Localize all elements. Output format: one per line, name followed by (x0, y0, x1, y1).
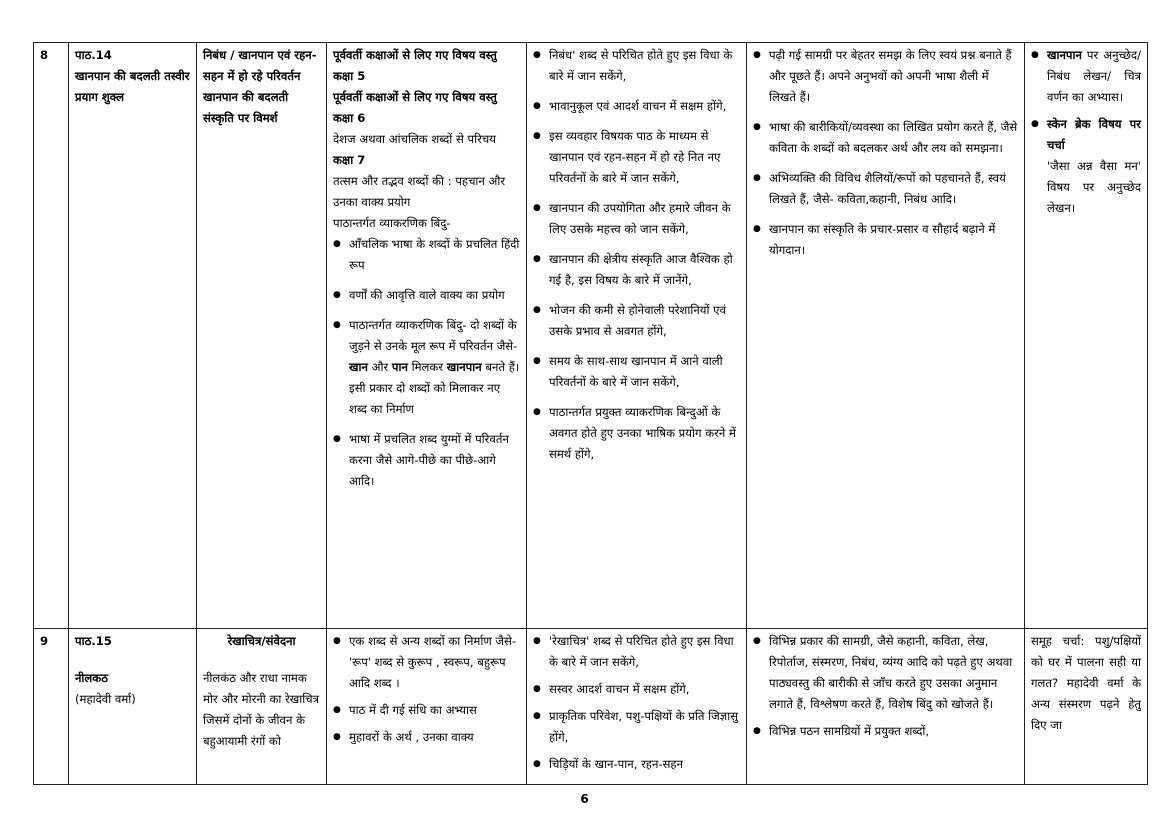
outcomes-cell (527, 629, 747, 785)
class-7-label: कक्षा 7 (333, 153, 366, 167)
outcomes-list (533, 45, 740, 465)
list-item: ● चिड़ियों के खान-पान, रहन-सहन (533, 754, 740, 775)
content-list (333, 631, 520, 748)
list-item: ● इस व्यवहार विषयक पाठ के माध्यम से खानपान एवं रहन-सहन में हो रहे नित नए परिवर्तनों के बारे में जान सकेंगे, (533, 126, 740, 189)
theme-text: नीलकंठ और राधा नामक मोर और मोरनी का रेखाचित्र जिसमें दोनों के जीवन के बहुआयामी रंगों को (203, 671, 320, 748)
grammar-list (333, 234, 520, 492)
lesson-title: नीलकठ (75, 671, 108, 685)
class-7-text: तत्सम और तद्भव शब्दों की : पहचान और उनका वाक्य प्रयोग (333, 174, 506, 209)
bold-word: खानपान (446, 360, 482, 374)
learning-cell (747, 629, 1025, 785)
lesson-title: खानपान की बदलती तस्वीर (75, 69, 190, 83)
genre-cell (197, 629, 327, 785)
row-number: 9 (34, 629, 69, 785)
theme-text: खानपान की बदलती संस्कृति पर विमर्श (203, 90, 289, 125)
list-item: ● भोजन की कमी से होनेवाली परेशानियों एवं उसके प्रभाव से अवगत होंगे, (533, 300, 740, 342)
list-item: ● पढ़ी गई सामग्री पर बेहतर समझ के लिए स्वयं प्रश्न बनाते हैं और पूछते हैं। अपने अनुभवों को अपनी भाषा शैली में लिखते हैं। (753, 45, 1018, 108)
activity-text: 'जैसा अन्न वैसा मन' विषय पर अनुच्छेद लेखन। (1047, 159, 1141, 215)
outcomes-cell (527, 43, 747, 629)
table-row (34, 629, 1148, 785)
prev-content-heading: पूर्ववर्ती कक्षाओं से लिए गए विषय वस्तु (333, 48, 497, 62)
lesson-author: प्रयाग शुक्ल (75, 90, 124, 104)
list-item: ● मुहावरों के अर्थ , उनका वाक्य (333, 727, 520, 748)
activities-list (1031, 45, 1141, 219)
list-item: ● भाषा की बारीकियों/व्यवस्था का लिखित प्रयोग करते हैं, जैसे कविता के शब्दों को बदलकर अर्थ और लय को समझना। (753, 117, 1018, 159)
lesson-cell (69, 43, 197, 629)
list-item: ● खानपान का संस्कृति के प्रचार-प्रसार व सौहार्द बढ़ाने में योगदान। (753, 219, 1018, 261)
list-item: ● समय के साथ-साथ खानपान में आने वाली परिवर्तनों के बारे में जान सकेंगे, (533, 351, 740, 393)
lesson-code: पाठ.15 (75, 634, 112, 648)
grammar-heading: पाठान्तर्गत व्याकरणिक बिंदु- (333, 216, 451, 230)
list-item: ● एक शब्द से अन्य शब्दों का निर्माण जैसे- 'रूप' शब्द से कुरूप , स्वरूप, बहुरूप आदि शब्द । (333, 631, 520, 694)
lesson-author: (महादेवी वर्मा) (75, 692, 136, 706)
class-6-label: कक्षा 6 (333, 111, 366, 125)
page-number: 6 (580, 792, 589, 806)
activities-cell: समूह चर्चा: पशु/पक्षियों को घर में पालना सही या गलत? महादेवी वर्मा के अन्य संस्मरण पढ़ने हेतु दिए जा (1025, 629, 1148, 785)
genre-text: निबंध / खानपान एवं रहन-सहन में हो रहे परिवर्तन (203, 48, 317, 83)
list-item-text: और (367, 360, 392, 374)
bold-word: पान (391, 360, 408, 374)
list-item: ● पाठ में दी गई संधि का अभ्यास (333, 700, 520, 721)
list-item-text: इसी प्रकार दो शब्दों को मिलाकर नए शब्द का निर्माण (349, 381, 501, 416)
list-item-text: मिलकर (407, 360, 447, 374)
outcomes-list (533, 631, 740, 775)
activities-cell (1025, 43, 1148, 629)
list-item: ● 'रेखाचित्र' शब्द से परिचित होते हुए इस विधा के बारे में जान सकेंगे, (533, 631, 740, 673)
list-item: ● प्राकृतिक परिवेश, पशु-पक्षियों के प्रति जिज्ञासु होंगे, (533, 706, 740, 748)
list-item (1031, 114, 1141, 219)
prev-content-heading-2: पूर्ववर्ती कक्षाओं से लिए गए विषय वस्तु (333, 90, 497, 104)
list-item: ● विभिन्न प्रकार की सामग्री, जैसे कहानी, कविता, लेख, रिपोर्ताज, संस्मरण, निबंध, व्यंग्य आदि को पढ़ते हुए अथवा पाठ्यवस्तु की बारीकी से जाँच करते हुए उसका अनुमान लगाते हैं, विश्लेषण करते हैं, विशेष बिंदु को खोजते हैं। (753, 631, 1018, 715)
list-item (1031, 45, 1141, 108)
list-item: ● आँचलिक भाषा के शब्दों के प्रचलित हिंदी रूप (333, 234, 520, 276)
list-item: ● भाषा में प्रचलित शब्द युग्मों में परिवर्तन करना जैसे आगे-पीछे का पीछे-आगे आदि। (333, 429, 520, 492)
row-number: 8 (34, 43, 69, 629)
list-item: ● निबंध' शब्द से परिचित होते हुए इस विधा के बारे में जान सकेंगे, (533, 45, 740, 87)
class-6-text: देशज अथवा आंचलिक शब्दों से परिचय (333, 132, 496, 146)
list-item: ● भावानुकूल एवं आदर्श वाचन में सक्षम होंगे, (533, 96, 740, 117)
genre-cell (197, 43, 327, 629)
learning-list (753, 45, 1018, 261)
activity-text: पर अनुच्छेद/निबंध लेखन/ चित्र वर्णन का अभ्यास। (1047, 48, 1141, 104)
list-item: ● पाठान्तर्गत प्रयुक्त व्याकरणिक बिन्दुओं के अवगत होते हुए उनका भाषिक प्रयोग करने में समर्थ होंगे, (533, 402, 740, 465)
content-cell (327, 43, 527, 629)
list-item-text: बनते हैं। (481, 360, 520, 374)
lesson-cell (69, 629, 197, 785)
list-item: ● अभिव्यक्ति की विविध शैलियों/रूपों को पहचानते हैं, स्वयं लिखते हैं, जैसे- कविता,कहानी, निबंध आदि। (753, 168, 1018, 210)
learning-list (753, 631, 1018, 742)
list-item: ● विभिन्न पठन सामग्रियों में प्रयुक्त शब्दों, (753, 721, 1018, 742)
list-item: ● खानपान की क्षेत्रीय संस्कृति आज वैश्विक हो गई है, इस विषय के बारे में जानेंगे, (533, 249, 740, 291)
class-5-label: कक्षा 5 (333, 69, 366, 83)
learning-cell (747, 43, 1025, 629)
activity-bold: स्केन ब्रेक विषय पर चर्चा (1047, 117, 1141, 152)
lesson-code: पाठ.14 (75, 48, 112, 62)
list-item (333, 315, 520, 420)
list-item: ● वर्णों की आवृत्ति वाले वाक्य का प्रयोग (333, 285, 520, 306)
curriculum-table (33, 42, 1148, 785)
list-item: ● सस्वर आदर्श वाचन में सक्षम होंगे, (533, 679, 740, 700)
genre-text: रेखाचित्र/संवेदना (227, 634, 296, 648)
list-item-text: पाठान्तर्गत व्याकरणिक बिंदु- दो शब्दों के जुड़ने से उनके मूल रूप में परिवर्तन जैसे- (349, 318, 518, 353)
list-item: ● खानपान की उपयोगिता और हमारे जीवन के लिए उसके महत्त्व को जान सकेंगे, (533, 198, 740, 240)
table-row (34, 43, 1148, 629)
activity-bold: खानपान (1047, 48, 1082, 62)
content-cell (327, 629, 527, 785)
bold-word: खान (349, 360, 368, 374)
